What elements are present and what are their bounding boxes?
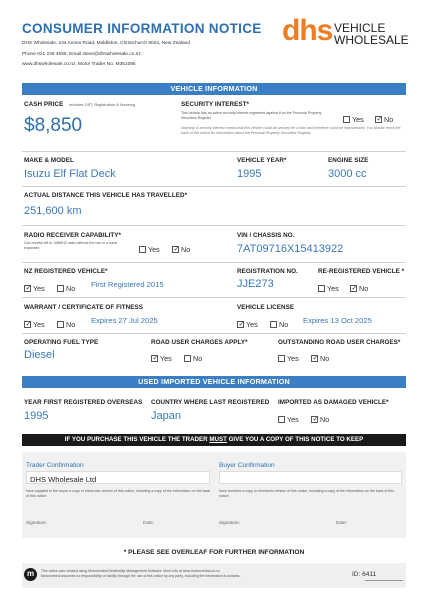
re-registered-no-checkbox[interactable] [350, 285, 357, 292]
make-model-value: Isuzu Elf Flat Deck [24, 168, 116, 180]
banner-text-pre: IF YOU PURCHASE THIS VEHICLE THE TRADER [64, 436, 210, 443]
year-overseas-label: YEAR FIRST REGISTERED OVERSEAS [24, 399, 143, 406]
security-no-label: No [384, 115, 394, 125]
vehicle-info-bar: VEHICLE INFORMATION [22, 83, 406, 95]
licence-no-checkbox[interactable] [270, 321, 277, 328]
buyer-confirmation-title: Buyer Confirmation [219, 462, 275, 469]
outstanding-ruc-yes-checkbox[interactable] [278, 355, 285, 362]
damaged-no[interactable] [311, 411, 329, 429]
ruc-no-label: No [193, 354, 203, 364]
security-no-checkbox[interactable] [375, 116, 382, 123]
outstanding-ruc-yes-label: Yes [287, 354, 299, 364]
outstanding-ruc-yes[interactable] [278, 350, 299, 368]
licence-label: VEHICLE LICENSE [237, 304, 295, 311]
security-interest-label: SECURITY INTEREST* [181, 101, 249, 108]
motorcentral-logo [24, 568, 37, 581]
make-model-label: MAKE & MODEL [24, 157, 74, 164]
engine-size-label: ENGINE SIZE [328, 157, 369, 164]
buyer-date-label: Date: [336, 520, 347, 525]
security-yes-checkbox[interactable] [343, 116, 350, 123]
fuel-type-value: Diesel [24, 349, 55, 361]
ruc-no[interactable] [184, 350, 202, 368]
vehicle-year-value: 1995 [237, 168, 262, 180]
wof-yes-label: Yes [33, 320, 45, 330]
footer-line1: This notice was created using Motorcentral Dealership Management Software. More info at www.motorcentral.co.nz [41, 569, 220, 573]
radio-no-checkbox[interactable] [172, 246, 179, 253]
security-yes-label: Yes [352, 115, 364, 125]
nz-registered-yes-checkbox[interactable] [24, 285, 31, 292]
logo-line2: WHOLESALE [334, 33, 409, 47]
page-title: CONSUMER INFORMATION NOTICE [22, 21, 262, 36]
id-underline [365, 580, 403, 581]
trader-name-field[interactable] [26, 471, 210, 484]
motorcentral-logo-letter: m [26, 569, 35, 578]
ruc-yes[interactable] [151, 350, 172, 368]
licence-yes-label: Yes [246, 320, 258, 330]
nz-registered-yes-label: Yes [33, 284, 45, 294]
year-overseas-value: 1995 [24, 410, 49, 422]
overleaf-note: * PLEASE SEE OVERLEAF FOR FURTHER INFORMATION [123, 549, 305, 556]
nz-registered-detail: First Registered 2015 [91, 280, 164, 289]
ruc-no-checkbox[interactable] [184, 355, 191, 362]
ruc-yes-label: Yes [160, 354, 172, 364]
re-registered-no[interactable] [350, 280, 368, 298]
damaged-yes-label: Yes [287, 415, 299, 425]
re-registered-yes[interactable] [318, 280, 339, 298]
banner-text-post: GIVE YOU A COPY OF THIS NOTICE TO KEEP [226, 436, 364, 443]
licence-yes-checkbox[interactable] [237, 321, 244, 328]
radio-yes-checkbox[interactable] [139, 246, 146, 253]
ruc-yes-checkbox[interactable] [151, 355, 158, 362]
engine-size-value: 3000 cc [328, 168, 367, 180]
vin-label: VIN / CHASSIS NO. [237, 232, 295, 239]
ruc-label: ROAD USER CHARGES APPLY* [151, 339, 248, 346]
footer-line2: Motorcentral assumes no responsibility or liability through the use of this notice by any party, including the information it contains. [41, 574, 241, 578]
licence-no[interactable] [270, 316, 288, 334]
vehicle-year-label: VEHICLE YEAR* [237, 157, 287, 164]
notice-id: ID: 6411 [352, 571, 377, 578]
registration-no-value: JJE273 [237, 278, 274, 290]
radio-note: Can receive 88 to 108MHZ radio without the use of a band expander: [24, 241, 118, 250]
trader-confirmation-text: have supplied to the buyer a copy or electronic version of this notice, including a copy of the information on the back of this notice. [26, 489, 211, 498]
dhs-logo [282, 14, 412, 54]
buyer-name-field[interactable] [219, 471, 402, 484]
radio-no-label: No [181, 245, 191, 255]
outstanding-ruc-no-label: No [320, 354, 330, 364]
cash-price-label-text: CASH PRICE [24, 101, 64, 108]
wof-yes-checkbox[interactable] [24, 321, 31, 328]
distance-value: 251,600 km [24, 205, 82, 217]
logo-dhs-text: dhs [282, 14, 333, 47]
radio-yes[interactable] [139, 241, 160, 259]
radio-no[interactable] [172, 241, 190, 259]
nz-registered-yes[interactable] [24, 280, 45, 298]
imported-info-bar: USED IMPORTED VEHICLE INFORMATION [22, 376, 406, 388]
re-registered-yes-checkbox[interactable] [318, 285, 325, 292]
cash-price-value: $8,850 [24, 115, 83, 136]
radio-yes-label: Yes [148, 245, 160, 255]
logo-line1: VEHICLE [334, 21, 386, 35]
wof-no-checkbox[interactable] [57, 321, 64, 328]
trader-address: DHS Wholesale, 244 Annex Road, Middleton, Christchurch 8024, New Zealand [22, 41, 190, 46]
damaged-label: IMPORTED AS DAMAGED VEHICLE* [278, 399, 389, 406]
nz-registered-no-checkbox[interactable] [57, 285, 64, 292]
radio-label: RADIO RECEIVER CAPABILITY* [24, 232, 122, 239]
damaged-no-checkbox[interactable] [311, 416, 318, 423]
fuel-type-label: OPERATING FUEL TYPE [24, 339, 99, 346]
outstanding-ruc-no[interactable] [311, 350, 329, 368]
damaged-yes[interactable] [278, 411, 299, 429]
country-label: COUNTRY WHERE LAST REGISTERED [151, 399, 270, 406]
wof-yes[interactable] [24, 316, 45, 334]
outstanding-ruc-no-checkbox[interactable] [311, 355, 318, 362]
trader-signature-label: Signature: [26, 520, 47, 525]
security-warning: Warning: A security interest means that this vehicle could be security for a loan and therefore could be repossessed. You should check the back of this notice for information about the Personal Property Securities Register. [181, 126, 401, 135]
damaged-no-label: No [320, 415, 330, 425]
wof-no-label: No [66, 320, 76, 330]
licence-no-label: No [279, 320, 289, 330]
damaged-yes-checkbox[interactable] [278, 416, 285, 423]
re-registered-yes-label: Yes [327, 284, 339, 294]
distance-label: ACTUAL DISTANCE THIS VEHICLE HAS TRAVELLED* [24, 192, 188, 199]
nz-registered-no[interactable] [57, 280, 75, 298]
trader-confirmation-title: Trader Confirmation [26, 462, 84, 469]
licence-expiry: Expires 13 Oct 2025 [303, 316, 372, 325]
vin-value: 7AT09716X15413922 [237, 243, 344, 255]
trader-name-value: DHS Wholesale Ltd [30, 475, 97, 484]
wof-no[interactable] [57, 316, 75, 334]
licence-yes[interactable] [237, 316, 258, 334]
trader-contact: Phone 021 226 4555, Email steve@dhswholesale.co.nz [22, 52, 141, 57]
re-registered-label: RE-REGISTERED VEHICLE * [318, 268, 405, 275]
nz-registered-no-label: No [66, 284, 76, 294]
cash-price-note: includes GST, Registration & licensing [69, 103, 136, 107]
nz-registered-label: NZ REGISTERED VEHICLE* [24, 268, 108, 275]
keep-copy-banner [22, 434, 406, 446]
security-interest-desc: This vehicle has an active security interest registered against it on the Personal Property Securities Register. [181, 111, 322, 120]
trader-web: www.dhswholesale.co.nz, Motor Trader No. M361085 [22, 62, 136, 67]
outstanding-ruc-label: OUTSTANDING ROAD USER CHARGES* [278, 339, 401, 346]
country-value: Japan [151, 410, 181, 422]
wof-expiry: Expires 27 Jul 2025 [91, 316, 158, 325]
cash-price-label [24, 101, 135, 108]
banner-text-must: MUST [209, 436, 227, 443]
re-registered-no-label: No [359, 284, 369, 294]
buyer-signature-label: Signature: [219, 520, 240, 525]
trader-date-label: Date: [143, 520, 154, 525]
buyer-confirmation-text: have received a copy or electronic version of this notice, including a copy of the information on the back of this notice. [219, 489, 394, 498]
wof-label: WARRANT / CERTIFICATE OF FITNESS [24, 304, 144, 311]
registration-no-label: REGISTRATION NO. [237, 268, 298, 275]
